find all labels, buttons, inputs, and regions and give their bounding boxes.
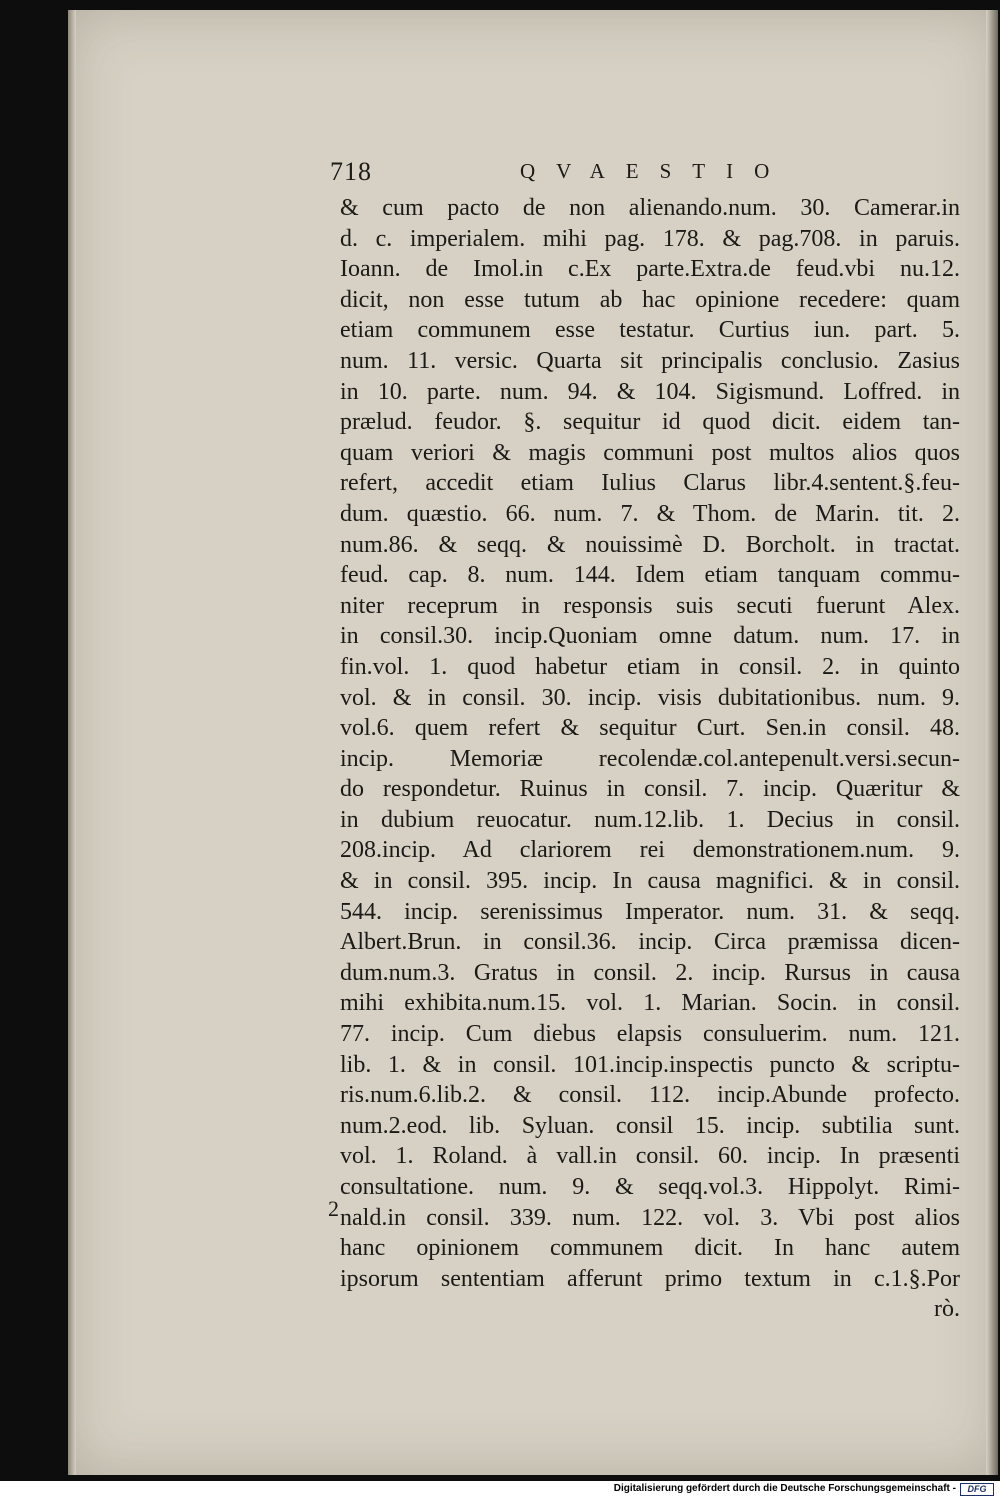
text-line: niter receprum in responsis suis secuti fuerunt Alex. — [340, 592, 960, 619]
text-line: vol.6. quem refert & sequitur Curt. Sen.in consil. 48. — [340, 715, 960, 742]
text-line: quam veriori & magis communi post multos alios quos — [340, 439, 960, 466]
text-line: 77. incip. Cum diebus elapsis consuluerim. num. 121. — [340, 1021, 960, 1048]
text-line: in 10. parte. num. 94. & 104. Sigismund. Loffred. in — [340, 378, 960, 405]
page-number: 718 — [330, 157, 372, 186]
margin-note-number: 2 — [328, 1196, 339, 1221]
text-line: d. c. imperialem. mihi pag. 178. & pag.708. in paruis. — [340, 225, 960, 252]
text-line: num.86. & seqq. & nouissimè D. Borcholt. in tractat. — [340, 531, 960, 558]
running-title: QVAESTIO — [520, 159, 791, 183]
dfg-logo-icon: DFG — [960, 1483, 994, 1496]
text-line: fin.vol. 1. quod habetur etiam in consil. 2. in quinto — [340, 653, 960, 680]
text-line: in dubium reuocatur. num.12.lib. 1. Decius in consil. — [340, 806, 960, 833]
text-line: consultatione. num. 9. & seqq.vol.3. Hippolyt. Rimi- — [340, 1174, 960, 1200]
text-line: incip. Memoriæ recolendæ.col.antepenult.versi.secun- — [340, 745, 960, 772]
page-edge-shadow — [986, 10, 998, 1475]
text-line: dicit, non esse tutum ab hac opinione recedere: quam — [340, 286, 960, 313]
text-line: Albert.Brun. in consil.36. incip. Circa præmissa dicen- — [340, 929, 960, 956]
text-line: 544. incip. serenissimus Imperator. num. 31. & seqq. — [340, 898, 960, 925]
text-line: dum. quæstio. 66. num. 7. & Thom. de Marin. tit. 2. — [340, 500, 960, 527]
body-text — [340, 193, 960, 1325]
text-line: in consil.30. incip.Quoniam omne datum. num. 17. in — [340, 623, 960, 650]
text-line: Ioann. de Imol.in c.Ex parte.Extra.de feud.vbi nu.12. — [340, 256, 960, 283]
text-line: do respondetur. Ruinus in consil. 7. incip. Quæritur & — [340, 776, 960, 803]
text-line: & in consil. 395. incip. In causa magnifici. & in consil. — [340, 868, 960, 895]
text-line: etiam communem esse testatur. Curtius iun. part. 5. — [340, 317, 960, 344]
text-line: vol. 1. Roland. à vall.in consil. 60. incip. In præsenti — [340, 1143, 960, 1170]
text-line: num. 11. versic. Quarta sit principalis conclusio. Zasius — [340, 347, 960, 374]
text-line: refert, accedit etiam Iulius Clarus libr.4.sentent.§.feu- — [340, 470, 960, 497]
text-line: feud. cap. 8. num. 144. Idem etiam tanquam commu- — [340, 562, 960, 589]
text-line: mihi exhibita.num.15. vol. 1. Marian. Socin. in consil. — [340, 990, 960, 1017]
digitization-footer — [0, 1481, 1000, 1499]
page-gutter-shadow — [68, 10, 76, 1475]
text-line: ris.num.6.lib.2. & consil. 112. incip.Abunde profecto. — [340, 1082, 960, 1109]
text-line: lib. 1. & in consil. 101.incip.inspectis puncto & scriptu- — [340, 1051, 960, 1078]
text-line: & cum pacto de non alienando.num. 30. Camerar.in — [340, 195, 960, 221]
text-line: dum.num.3. Gratus in consil. 2. incip. Rursus in causa — [340, 959, 960, 986]
text-line: num.2.eod. lib. Syluan. consil 15. incip. subtilia sunt. — [340, 1112, 960, 1139]
running-head — [330, 157, 960, 193]
catchword: rò. — [934, 1296, 960, 1323]
text-line: vol. & in consil. 30. incip. visis dubitationibus. num. 9. — [340, 684, 960, 711]
text-line: ipsorum sententiam afferunt primo textum in c.1.§.Por — [340, 1265, 960, 1292]
text-line: prælud. feudor. §. sequitur id quod dicit. eidem tan- — [340, 409, 960, 436]
text-line: 208.incip. Ad clariorem rei demonstrationem.num. 9. — [340, 837, 960, 864]
funding-notice: Digitalisierung gefördert durch die Deutsche Forschungsgemeinschaft - — [613, 1483, 956, 1494]
text-line: hanc opinionem communem dicit. In hanc autem — [340, 1235, 960, 1262]
text-line: nald.in consil. 339. num. 122. vol. 3. Vbi post alios — [340, 1204, 960, 1231]
